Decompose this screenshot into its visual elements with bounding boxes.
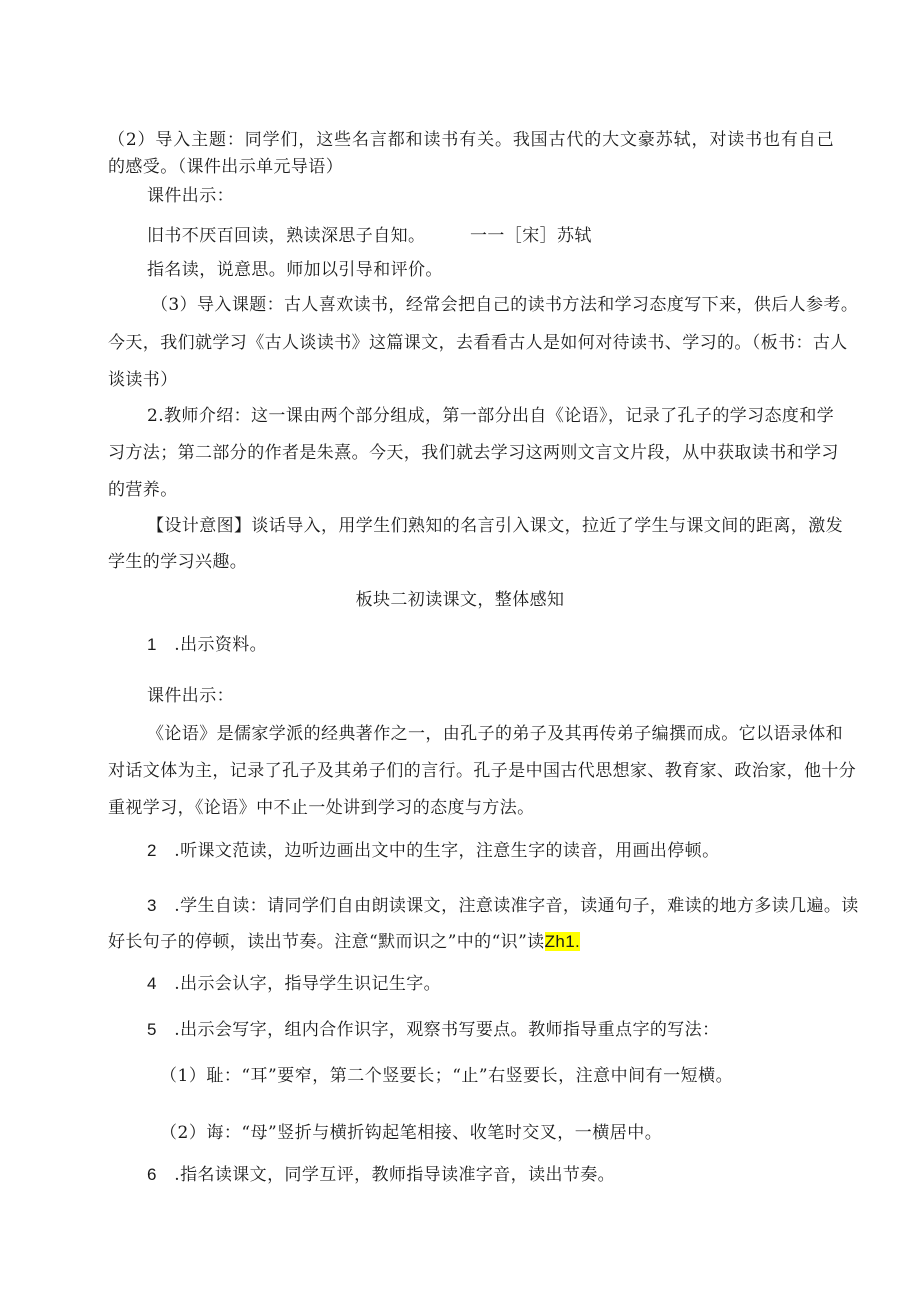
instruction-line: 指名读，说意思。师加以引导和评价。 <box>147 260 443 280</box>
subitem-2: （2）诲：“母”竖折与横折钩起笔相接、收笔时交叉，一横居中。 <box>160 1123 663 1143</box>
para-design-intent-line1: 【设计意图】谈话导入，用学生们熟知的名言引入课文，拉近了学生与课文间的距离，激发 <box>147 516 843 536</box>
list-item-2: 2 .听课文范读，边听边画出文中的生字，注意生字的读音，用画出停顿。 <box>147 841 720 861</box>
para-import-topic-line2: 今天，我们就学习《古人谈读书》这篇课文，去看看古人是如何对待读书、学习的。（板书：古人 <box>108 333 848 353</box>
para-analects-line1: 《论语》是儒家学派的经典著作之一，由孔子的弟子及其再传弟子编撰而成。它以语录体和 <box>147 724 843 744</box>
courseware-label-2: 课件出示： <box>147 686 234 706</box>
list-item-6: 6 .指名读课文，同学互评，教师指导读准字音，读出节奏。 <box>147 1165 616 1185</box>
para-import-topic-line1: （3）导入课题：古人喜欢读书，经常会把自己的读书方法和学习态度写下来，供后人参考。 <box>151 295 859 315</box>
para-design-intent-line2: 学生的学习兴趣。 <box>108 552 248 572</box>
list-item-4: 4 .出示会认字，指导学生识记生字。 <box>147 974 442 994</box>
para-import-theme-line1: （2）导入主题：同学们，这些名言都和读书有关。我国古代的大文豪苏轼，对读书也有自己 <box>108 130 834 150</box>
para-analects-line3: 重视学习，《论语》中不止一处讲到学习的态度与方法。 <box>108 798 535 818</box>
quote-attribution: 一一［宋］苏轼 <box>470 226 592 246</box>
courseware-label: 课件出示： <box>147 186 234 206</box>
list-item-3-line1: 3 .学生自读：请同学们自由朗读课文，注意读准字音，读通句子，难读的地方多读几遍。读 <box>147 896 859 916</box>
list-item-3-line2: 好长句子的停顿，读出节奏。注意“默而识之”中的“识”读Zh1. <box>108 932 581 952</box>
list-item-5: 5 .出示会写字，组内合作识字，观察书写要点。教师指导重点字的写法： <box>147 1020 720 1040</box>
para-teacher-intro-line2: 习方法；第二部分的作者是朱熹。今天，我们就去学习这两则文言文片段，从中获取读书和学习 <box>108 443 839 463</box>
para-teacher-intro-line1: 2.教师介绍：这一课由两个部分组成，第一部分出自《论语》，记录了孔子的学习态度和学 <box>147 406 835 426</box>
highlighted-pinyin: Zh1. <box>544 932 581 951</box>
para-teacher-intro-line3: 的营养。 <box>108 480 178 500</box>
subitem-1: （1）耻：“耳”要窄，第二个竖要长；“止”右竖要长，注意中间有一短横。 <box>160 1066 734 1086</box>
para-import-topic-line3: 谈读书） <box>108 370 178 390</box>
list-item-1: 1 .出示资料。 <box>147 635 268 655</box>
para-import-theme-line2: 的感受。（课件出示单元导语） <box>108 157 344 177</box>
para-analects-line2: 对话文体为主，记录了孔子及其弟子们的言行。孔子是中国古代思想家、教育家、政治家，他十分 <box>108 761 857 781</box>
quote-text: 旧书不厌百回读，熟读深思子自知。 <box>147 226 426 246</box>
section-heading: 板块二初读课文，整体感知 <box>355 590 565 610</box>
